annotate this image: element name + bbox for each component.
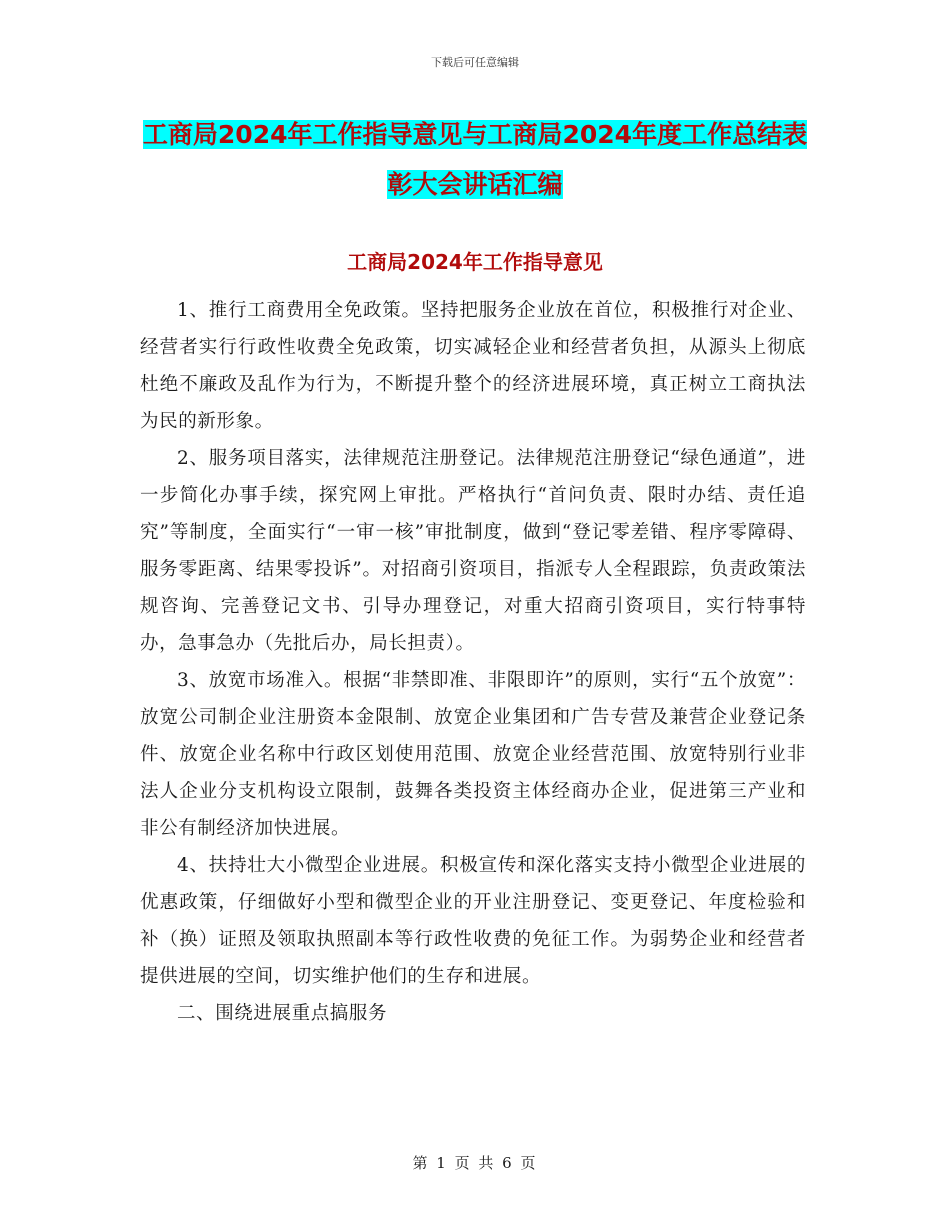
- paragraph-4: 4、扶持壮大小微型企业进展。积极宣传和深化落实支持小微型企业进展的优惠政策，仔细做好小型和微型企业的开业注册登记、变更登记、年度检验和补（换）证照及领取执照副本等行政性收费的免征工作。为弱势企业和经营者提供进展的空间，切实维护他们的生存和进展。: [140, 855, 806, 987]
- page-footer: 第 1 页 共 6 页: [412, 1154, 538, 1172]
- document-body: [140, 292, 806, 1032]
- document-title: [140, 110, 810, 210]
- section-title: 工商局2024年工作指导意见: [347, 250, 603, 274]
- header-note: 下载后可任意编辑: [431, 56, 519, 69]
- paragraph-1: 1、推行工商费用全免政策。坚持把服务企业放在首位，积极推行对企业、经营者实行行政性收费全免政策，切实减轻企业和经营者负担，从源头上彻底杜绝不廉政及乱作为行为，不断提升整个的经济进展环境，真正树立工商执法为民的新形象。: [140, 300, 806, 432]
- paragraph-3: 3、放宽市场准入。根据“非禁即准、非限即许”的原则，实行“五个放宽”：放宽公司制企业注册资本金限制、放宽企业集团和广告专营及兼营企业登记条件、放宽企业名称中行政区划使用范围、放宽企业经营范围、放宽特别行业非法人企业分支机构设立限制，鼓舞各类投资主体经商办企业，促进第三产业和非公有制经济加快进展。: [140, 670, 806, 839]
- document-title-text: 工商局2024年工作指导意见与工商局2024年度工作总结表彰大会讲话汇编: [142, 120, 808, 199]
- paragraph-5: 二、围绕进展重点搞服务: [177, 1003, 388, 1024]
- paragraph-2: 2、服务项目落实，法律规范注册登记。法律规范注册登记“绿色通道”，进一步简化办事手续，探究网上审批。严格执行“首问负责、限时办结、责任追究”等制度，全面实行“一审一核”审批制度，做到“登记零差错、程序零障碍、服务零距离、结果零投诉”。对招商引资项目，指派专人全程跟踪，负责政策法规咨询、完善登记文书、引导办理登记，对重大招商引资项目，实行特事特办，急事急办（先批后办，局长担责）。: [140, 448, 806, 654]
